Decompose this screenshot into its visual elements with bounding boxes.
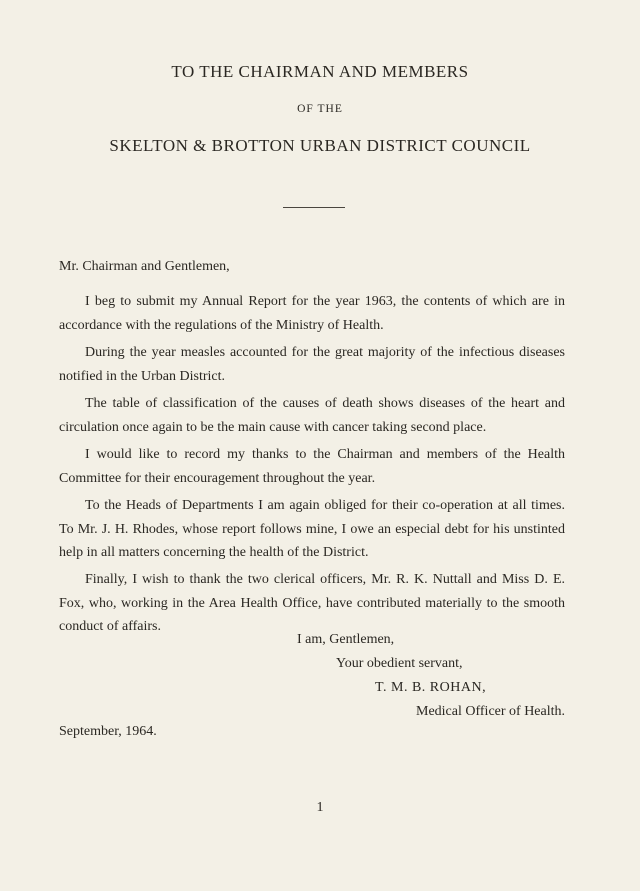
heading-of-the: OF THE (297, 103, 343, 115)
heading-addressee: TO THE CHAIRMAN AND MEMBERS (171, 62, 469, 81)
paragraph-causes-of-death (59, 392, 565, 439)
paragraph-clerical-officers (59, 568, 565, 639)
closing-servant: Your obedient servant, (336, 656, 463, 671)
closing-line: I am, Gentlemen, (297, 632, 395, 647)
paragraph-measles (59, 341, 565, 388)
paragraph-annual-report (59, 290, 565, 337)
signatory-name: T. M. B. ROHAN, (375, 680, 487, 695)
paragraph-text: During the year measles accounted for the great majority of the infectious diseases notified in the Urban District. (59, 345, 565, 384)
salutation (59, 255, 565, 279)
paragraph-text: I beg to submit my Annual Report for the year 1963, the contents of which are in accordance with the regulations of the Ministry of Health. (59, 294, 565, 333)
paragraph-text: The table of classification of the causes of death shows diseases of the heart and circulation once again to be the main cause with cancer taking second place. (59, 396, 565, 435)
heading-council-name: SKELTON & BROTTON URBAN DISTRICT COUNCIL (109, 136, 531, 155)
paragraph-heads-of-departments (59, 494, 565, 565)
letter-date: September, 1964. (59, 724, 157, 739)
salutation-text: Mr. Chairman and Gentlemen, (59, 259, 230, 274)
paragraph-text: Finally, I wish to thank the two clerical officers, Mr. R. K. Nuttall and Miss D. E. Fox, who, working in the Area Health Office, have contributed materially to the smooth conduct of affairs. (59, 572, 565, 634)
divider-rule (283, 207, 345, 208)
paragraph-text: I would like to record my thanks to the Chairman and members of the Health Committee for their encouragement throughout the year. (59, 447, 565, 486)
paragraph-thanks-committee (59, 443, 565, 490)
paragraph-text: To the Heads of Departments I am again obliged for their co-operation at all times. To Mr. J. H. Rhodes, whose report follows mine, I owe an especial debt for his unstinted help in all matters concerning the health of the District. (59, 498, 565, 560)
page-number: 1 (316, 800, 324, 815)
signatory-title: Medical Officer of Health. (416, 704, 566, 719)
